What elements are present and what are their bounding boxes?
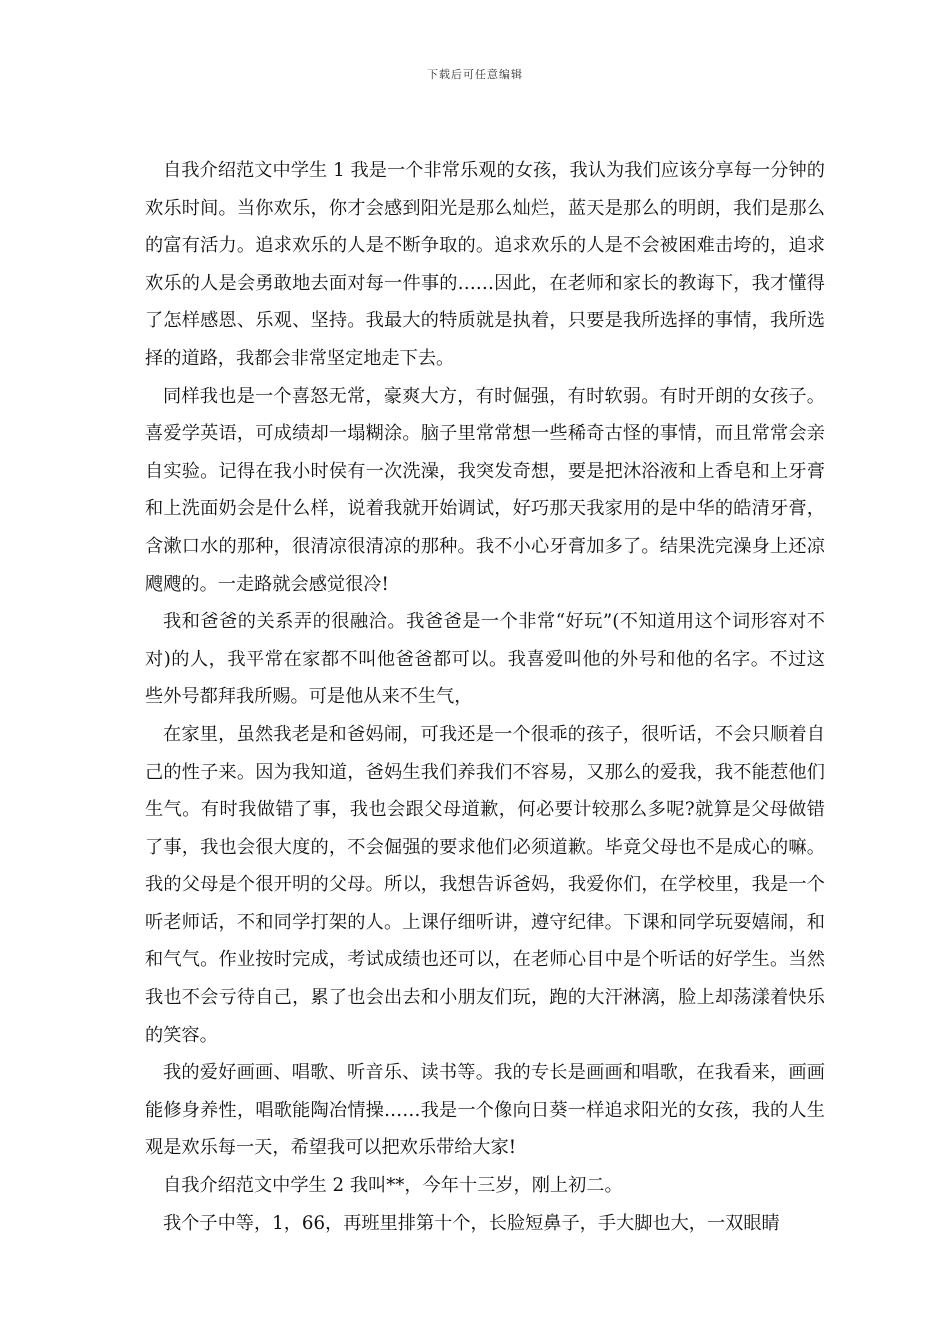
paragraph-1: 自我介绍范文中学生 1 我是一个非常乐观的女孩，我认为我们应该分享每一分钟的欢乐时间。当你欢乐，你才会感到阳光是那么灿烂，蓝天是那么的明朗，我们是那么的富有活力。追求欢乐的人是不断争取的。追求欢乐的人是不会被困难击垮的，追求欢乐的人是会勇敢地去面对每一件事的……因此，在老师和家长的教诲下，我才懂得了怎样感恩、乐观、坚持。我最大的特质就是执着，只要是我所选择的事情，我所选择的道路，我都会非常坚定地走下去。 <box>145 160 825 369</box>
document-body <box>145 152 825 1242</box>
paragraph-5: 我的爱好画画、唱歌、听音乐、读书等。我的专长是画画和唱歌，在我看来，画画能修身养性，唱歌能陶冶情操……我是一个像向日葵一样追求阳光的女孩，我的人生观是欢乐每一天，希望我可以把欢乐带给大家! <box>145 1062 825 1159</box>
paragraph-6: 自我介绍范文中学生 2 我叫**，今年十三岁，刚上初二。 <box>163 1175 623 1197</box>
paragraph-3: 我和爸爸的关系弄的很融洽。我爸爸是一个非常“好玩”(不知道用这个词形容对不对)的人，我平常在家都不叫他爸爸都可以。我喜爱叫他的外号和他的名字。不过这些外号都拜我所赐。可是他从来不生气， <box>145 611 825 708</box>
page-header: 下载后可任意编辑 <box>427 68 523 81</box>
paragraph-2: 同样我也是一个喜怒无常，豪爽大方，有时倔强，有时软弱。有时开朗的女孩子。喜爱学英语，可成绩却一塌糊涂。脑子里常常想一些稀奇古怪的事情，而且常常会亲自实验。记得在我小时侯有一次洗澡，我突发奇想，要是把沐浴液和上香皂和上牙膏和上洗面奶会是什么样，说着我就开始调试，好巧那天我家用的是中华的皓清牙膏，含漱口水的那种，很清凉很清凉的那种。我不小心牙膏加多了。结果洗完澡身上还凉飕飕的。一走路就会感觉很冷! <box>145 385 825 595</box>
paragraph-4: 在家里，虽然我老是和爸妈闹，可我还是一个很乖的孩子，很听话，不会只顺着自己的性子来。因为我知道，爸妈生我们养我们不容易，又那么的爱我，我不能惹他们生气。有时我做错了事，我也会跟父母道歉，何必要计较那么多呢?就算是父母做错了事，我也会很大度的，不会倔强的要求他们必须道歉。毕竟父母也不是成心的嘛。我的父母是个很开明的父母。所以，我想告诉爸妈，我爱你们，在学校里，我是一个听老师话，不和同学打架的人。上课仔细听讲，遵守纪律。下课和同学玩耍嬉闹，和和气气。作业按时完成，考试成绩也还可以，在老师心目中是个听话的好学生。当然我也不会亏待自己，累了也会出去和小朋友们玩，跑的大汗淋漓，脸上却荡漾着快乐的笑容。 <box>145 723 825 1046</box>
paragraph-7: 我个子中等，1，66，再班里排第十个，长脸短鼻子，手大脚也大，一双眼睛 <box>163 1212 780 1234</box>
